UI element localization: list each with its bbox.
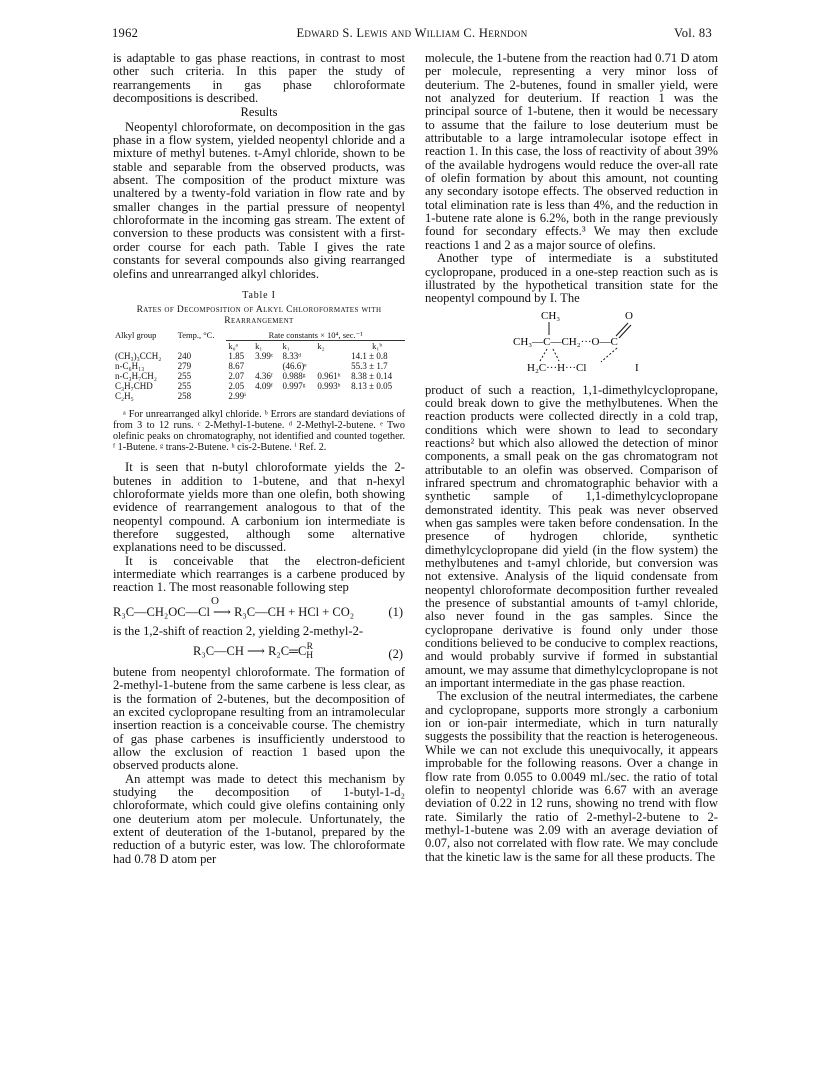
table-cell: 0.961ʰ [317, 371, 341, 382]
table-cell: n-C₃H₇CH₂ [115, 371, 157, 382]
table-cell: 0.997ᵍ [282, 381, 306, 392]
equation-2-subscript: H [306, 650, 314, 661]
structure-bottom-row: H₂C···H···Cl [527, 361, 587, 374]
table-cell: 8.33ᵈ [282, 351, 302, 362]
table-cell: 258 [177, 391, 192, 402]
equation-2-superscript: R [306, 641, 313, 652]
table-cell: 2.05 [228, 381, 245, 392]
table-title: Rates of Decomposition of Alkyl Chloroformates with Rearrangement [136, 305, 382, 327]
table-cell: (46.6)ᵉ [282, 361, 307, 372]
paragraph: The exclusion of the neutral intermediates, the carbene and cyclopropane, supports more strongly a carbonium ion or ion-pair intermediate, which in turn naturally suggests the possibility that the reaction is heterogeneous. While we can not exclude this unequivocally, it appears improbable for the following reasons. Over a change in flow rate from 0.055 to 0.0049 ml./sec. the ratio of total olefin to neopentyl chloride was 6.67 with an average deviation of 0.22 in 12 runs, showing no trend with flow rate. Similarly the ratio of 2-methyl-2-butene to 2-methyl-1-butene was 2.09 with an average deviation of 0.07, also not correlated with flow rate. We may conclude that the kinetic law is the same for all these products. The [425, 689, 718, 864]
structure-I-diagram [425, 308, 718, 382]
structure-partial-bond [540, 349, 547, 361]
table-footnotes: ᵃ For unrearranged alkyl chloride. ᵇ Errors are standard deviations of from 3 to 12 runs. ᶜ 2-Methyl-1-butene. ᵈ 2-Methyl-2-butene. ᵉ Two olefinic peaks on chromatography, not identified and counted together. ᶠ 1-Butene. ᵍ trans-2-Butene. ʰ cis-2-Butene. ⁱ Ref. 2. [113, 409, 405, 454]
running-authors: Edward S. Lewis and William C. Herndon [296, 26, 528, 40]
table-cell: n-C₆H₁₃ [115, 361, 145, 372]
equation-2-body [193, 643, 313, 661]
table-cell: 2.99ⁱ [228, 391, 246, 402]
table-header-cell: k₁ [282, 341, 290, 352]
table-cell [253, 391, 280, 401]
table-cell: 3.99ᶜ [255, 351, 274, 362]
structure-oxygen-top: O [625, 309, 633, 322]
equation-2-number: (2) [388, 646, 403, 661]
volume-label: Vol. 83 [674, 26, 712, 40]
table-cell [253, 361, 280, 371]
table-cell: 4.09ᶠ [255, 381, 273, 392]
equation-carbonyl-oxygen: O [211, 594, 219, 607]
section-heading-results: Results [240, 105, 278, 120]
table-cell: 240 [177, 351, 192, 362]
paragraph: It is seen that n-butyl chloroformate yields the 2-butenes in addition to 1-butene, and that n-hexyl chloroformate yields more than one olefin, both showing evidence of rearrangement analogous to that of the neopentyl compound. A carbonium ion intermediate is therefore suggested, although some alternative explanations need to be discussed. [113, 460, 405, 555]
table-cell: 8.13 ± 0.05 [351, 381, 393, 392]
table-cell: 4.36ᶠ [255, 371, 273, 382]
table-cell: 0.988ᵍ [282, 371, 306, 382]
equation-1 [113, 594, 405, 623]
structure-partial-bond [553, 349, 559, 361]
page-number: 1962 [112, 26, 139, 40]
table-cell [281, 391, 316, 401]
right-column [425, 52, 718, 864]
paragraph: An attempt was made to detect this mechanism by studying the decomposition of 1-butyl-1-d₂ chloroformate, which could give olefins containing only one deuterium atom per molecule. Unfortunately, the extent of deuteration of the 1-butanol, prepared by the reduction of a butyric ester, was low. The chloroformate had 0.78 D atom per [113, 771, 405, 866]
table-cell: (CH₃)₃CCH₂ [115, 351, 162, 362]
structure-main-row: CH₃—C—CH₂···O—C [513, 335, 618, 348]
table-cell: C₃H₇CHD [115, 381, 153, 392]
table-header-cell: k₀ᵃ [228, 341, 238, 352]
paragraph: is adaptable to gas phase reactions, in contrast to most other such criteria. In this paper the study of rearrangements in gas phase chloroformate decompositions is described. [113, 51, 405, 106]
table-caption: Table I [242, 289, 276, 301]
table-row [113, 381, 405, 391]
rate-constants-table [113, 330, 405, 401]
table-cell: 0.993ʰ [317, 381, 341, 392]
left-column [113, 52, 405, 866]
table-header-span: Rate constants × 10⁴, sec.⁻¹ [226, 330, 405, 341]
table-cell: 8.38 ± 0.14 [351, 371, 393, 382]
paragraph: butene from neopentyl chloroformate. The formation of 2-methyl-1-butene from the same carbene is less clear, as is the formation of 2-butenes, but the decomposition of an excited cyclopropane resulting from an intramolecular insertion reaction is a conceivable course. The chemistry of gas phase carbenes is insufficiently understood to allow the exclusion of reaction 1 based upon the observed products alone. [113, 664, 405, 773]
structure-partial-bond [601, 348, 617, 362]
table-cell: 2.07 [228, 371, 245, 382]
table-cell: 14.1 ± 0.8 [351, 351, 388, 362]
table-row [113, 371, 405, 381]
transition-state-structure [495, 308, 675, 380]
table-header-cell: k₁ᵇ [372, 341, 382, 352]
table-header-cell: Alkyl group [115, 330, 157, 341]
paragraph: Neopentyl chloroformate, on decomposition in the gas phase in a flow system, yielded neopentyl chloride and a mixture of methyl butenes. t-Amyl chloride, shown to be stable and separable from the observed products, was absent. The composition of the product mixture was unaltered by a twenty-fold variation in flow rate and by smaller changes in the partial pressure of neopentyl chloroformate in the incoming gas stream. The extent of conversion to these products was consistent with a first-order course for each path. Table I gives the rate constants for several compounds also giving rearranged olefins and unrearranged alkyl chlorides. [113, 119, 405, 281]
equation-2-text: R₃C—CH ⟶ R₂C═C [193, 643, 307, 658]
table-cell [315, 391, 349, 401]
table-cell [315, 361, 349, 371]
paragraph: It is conceivable that the electron-deficient intermediate which rearranges is a carbene produced by reaction 1. The most reasonable following step [113, 553, 405, 595]
table-cell: 255 [177, 381, 192, 392]
table-header-cell: k₁ [255, 341, 263, 352]
paragraph: molecule, the 1-butene from the reaction had 0.71 D atom per molecule, representing a very minor loss of deuterium. The 2-butenes, found in smaller yield, were not analyzed for deuterium. If reaction 1 was the principal source of 1-butene, then it would be necessary to assume that the failure to lose deuterium must be attributable to a large intramolecular isotope effect in reaction 1. In this case, the loss of reactivity of about 39% of the available hydrogens would reduce the over-all rate of olefin formation by about this amount, not counting any secondary isotope effects. The observed reduction in total elimination rate is less than 4%, and the reduction in 1-butene rate alone is 6.2%, both in the range previously found for secondary effects.³ We may then exclude reactions 1 and 2 as a major source of olefins. [425, 51, 718, 252]
table-row [113, 361, 405, 371]
table-header-cell: k₂ [317, 341, 325, 352]
table-cell: 8.67 [228, 361, 245, 372]
table-cell: 279 [177, 361, 192, 372]
equation-2 [113, 640, 405, 664]
table-cell: 255 [177, 371, 192, 382]
table-cell: 1.85 [228, 351, 245, 362]
equation-1-body: R₃C—CH₂OC—Cl ⟶ R₃C—CH + HCl + CO₂ [113, 605, 355, 620]
table-cell [315, 351, 349, 361]
table-cell [349, 391, 405, 401]
paragraph: Another type of intermediate is a substituted cyclopropane, produced in a one-step reaction such as is illustrated by the hypothetical transition state for the neopentyl compound by I. The [425, 251, 718, 306]
structure-methyl-top: CH₃ [541, 309, 561, 322]
table-row [113, 351, 405, 361]
table-cell: 55.3 ± 1.7 [351, 361, 388, 372]
page-header [112, 26, 712, 44]
table-header-cell: Temp., °C. [177, 330, 215, 341]
paragraph: is the 1,2-shift of reaction 2, yielding 2-methyl-2- [113, 623, 364, 638]
table-cell: C₂H₅ [115, 391, 134, 402]
paragraph: product of such a reaction, 1,1-dimethylcyclopropane, could break down to give the methylbutenes. When the reaction products were collected directly in a cold trap, conditions which were shown to lead to secondary reactions² but which also allowed the detection of minor components, a small peak on the gas chromatogram not attributable to an olefin was observed. Comparison of infrared spectrum and chromatographic behavior with a synthetic sample of 1,1-dimethylcyclopropane demonstrated identity. This peak was never observed when gas samples were taken before condensation. In the presence of hydrogen chloride, synthetic dimethylcyclopropane did yield (in the flow system) the methylbutenes and t-amyl chloride, but conversion was not extensive. Analysis of the liquid condensate from neopentyl chloroformate decomposition further revealed the presence of substantial amounts of t-amyl chloride, also never found in the gas samples. Since the cyclopropane derivative is found only under those conditions believed to be conducive to complex reactions, and would probably survive if formed in substantial amount, we may assume that dimethylcyclopropane is not an important intermediate in the gas phase reaction. [425, 382, 718, 691]
table-row [113, 391, 405, 401]
equation-1-number: (1) [388, 605, 403, 620]
structure-label: I [635, 361, 639, 374]
